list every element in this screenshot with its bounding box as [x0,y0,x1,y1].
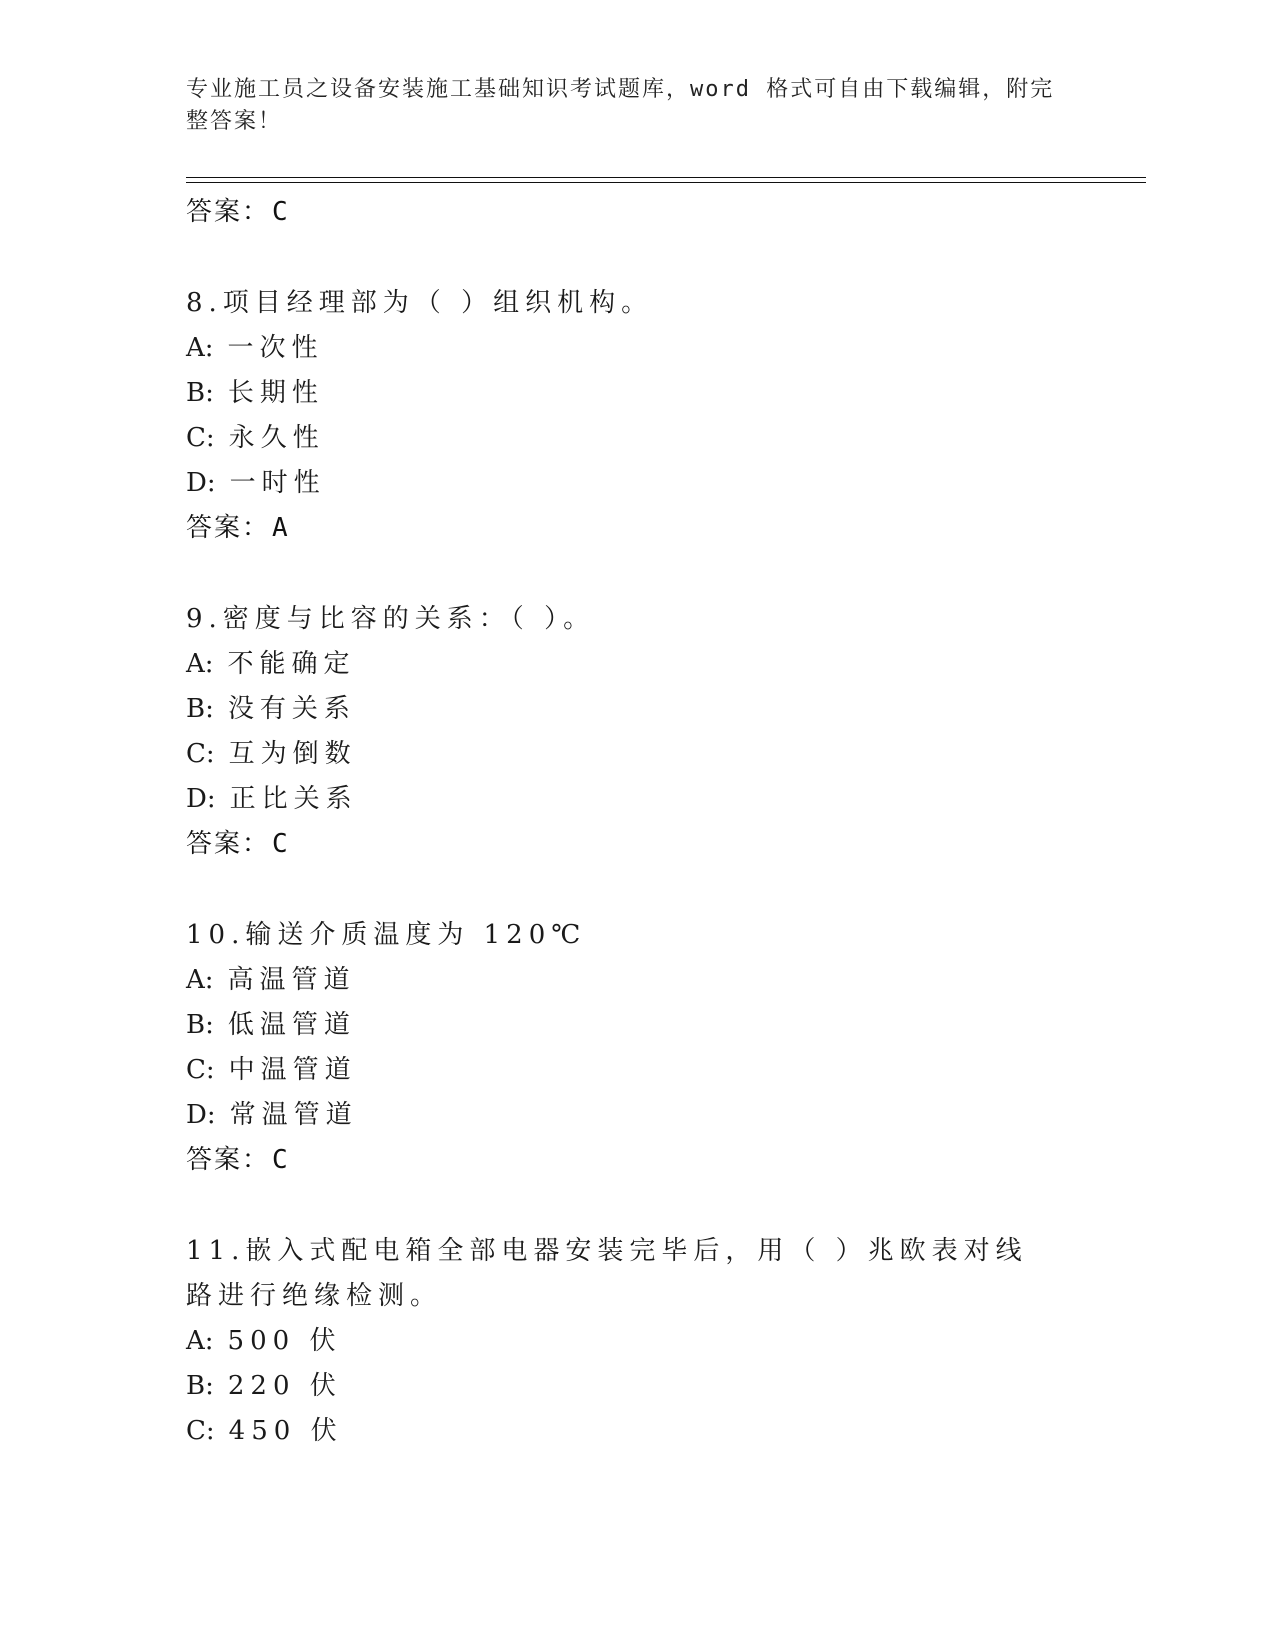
question-list [186,190,1086,1454]
question-text: 9.密度与比容的关系：（ ）。 [186,604,596,634]
answer-value: A [272,513,290,543]
question-text: 11.嵌入式配电箱全部电器安装完毕后，用（ ）兆欧表对线路进行绝缘检测。 [186,1236,1028,1311]
answer-label: 答案： [186,829,271,859]
answer-value: C [272,829,290,859]
answer-value: C [272,1145,290,1175]
option-c: C: 永久性 [186,423,325,453]
answer-label: 答案： [186,1145,271,1175]
option-d: D: 常温管道 [186,1100,358,1130]
document-header [186,74,1066,138]
header-line-2: 整答案！ [186,109,283,134]
answer-line [186,1138,1086,1183]
option-b: B: 220 伏 [186,1371,342,1401]
option-b: B: 长期性 [186,378,324,408]
option-d: D: 正比关系 [186,784,358,814]
answer-line [186,190,1086,235]
answer-label: 答案： [186,197,271,227]
question-text: 8.项目经理部为（ ）组织机构。 [186,288,654,318]
answer-line [186,822,1086,867]
option-b: B: 没有关系 [186,694,356,724]
answer-value: C [272,197,290,227]
header-rule-top [186,177,1146,178]
answer-label: 答案： [186,513,271,543]
option-c: C: 互为倒数 [186,739,357,769]
question-text: 10.输送介质温度为 120℃ [186,920,587,950]
header-line-1: 专业施工员之设备安装施工基础知识考试题库，word 格式可自由下载编辑，附完 [186,77,1055,102]
option-c: C: 中温管道 [186,1055,357,1085]
header-rule-bottom [186,182,1146,183]
option-a: A: 不能确定 [186,649,356,679]
option-a: A: 高温管道 [186,965,356,995]
option-a: A: 一次性 [186,333,324,363]
answer-line [186,506,1086,551]
option-b: B: 低温管道 [186,1010,356,1040]
option-c: C: 450 伏 [186,1416,343,1446]
option-a: A: 500 伏 [186,1326,342,1356]
option-d: D: 一时性 [186,468,326,498]
